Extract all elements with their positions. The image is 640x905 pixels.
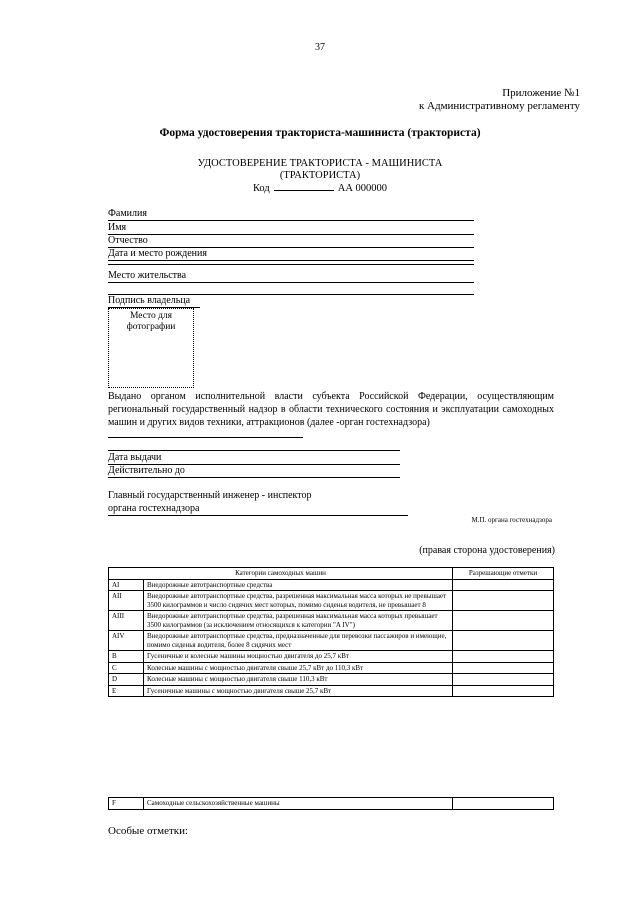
issue-date-field <box>108 452 400 465</box>
marks-cell <box>453 651 554 663</box>
certificate-code <box>0 182 640 195</box>
residence-field <box>108 270 474 283</box>
table-row <box>109 591 554 611</box>
marks-cell <box>453 631 554 651</box>
category-code: AI <box>109 579 144 591</box>
marks-cell <box>453 674 554 686</box>
category-desc: Внедорожные автотранспортные средства <box>144 579 453 591</box>
table-header-row <box>109 568 554 580</box>
table-row <box>109 651 554 663</box>
surname-label: Фамилия <box>108 208 147 219</box>
issued-by-line <box>108 429 303 438</box>
valid-until-field <box>108 465 400 478</box>
name-label: Имя <box>108 222 127 233</box>
table-row <box>109 611 554 631</box>
appendix-line-2: к Административному регламенту <box>418 100 580 112</box>
category-desc: Колесные машины с мощностью двигателя свыше 25,7 кВт до 110,3 кВт <box>144 662 453 674</box>
category-desc: Внедорожные автотранспортные средства, разрешенная максимальная масса которых превышает 3500 килограммов (за исключением относящихся к категории "A IV") <box>144 611 453 631</box>
appendix-caption <box>419 87 580 113</box>
code-blank <box>274 182 334 191</box>
side-label: (правая сторона удостоверения) <box>419 545 555 556</box>
category-code: AIV <box>109 631 144 651</box>
stamp-label: М.П. органа гостехнадзора <box>471 516 552 524</box>
birth-field <box>108 248 474 261</box>
patronymic-field <box>108 235 474 248</box>
code-label: Код <box>252 183 270 194</box>
category-code: E <box>109 685 144 697</box>
table-row <box>109 579 554 591</box>
marks-cell <box>453 591 554 611</box>
category-code: AIII <box>109 611 144 631</box>
category-code: D <box>109 674 144 686</box>
marks-cell <box>453 798 554 810</box>
special-notes-label: Особые отметки: <box>108 825 189 837</box>
marks-cell <box>453 579 554 591</box>
certificate-title-line-2: (ТРАКТОРИСТА) <box>279 170 361 181</box>
birth-label: Дата и место рождения <box>108 248 207 259</box>
appendix-line-1: Приложение №1 <box>502 87 580 99</box>
certificate-title-line-1: УДОСТОВЕРЕНИЕ ТРАКТОРИСТА - МАШИНИСТА <box>197 158 443 169</box>
marks-cell <box>453 611 554 631</box>
category-desc: Колесные машины с мощностью двигателя свыше 110,3 кВт <box>144 674 453 686</box>
header-category: Категории самоходных машин <box>109 568 453 580</box>
certificate-title <box>0 158 640 195</box>
category-code: F <box>109 798 144 810</box>
table-row <box>109 662 554 674</box>
owner-signature-field <box>108 295 200 308</box>
code-value: АА 000000 <box>337 183 388 194</box>
residence-label: Место жительства <box>108 270 187 281</box>
issued-by-paragraph: Выдано органом исполнительной власти субъекта Российской Федерации, осуществляющим региональный государственный надзор в области технического состояния и эксплуатации самоходных машин и других видов техники, аттракционов (далее -орган гостехнадзора) <box>108 391 554 428</box>
valid-until-label: Действительно до <box>108 465 185 476</box>
category-desc: Гусеничные и колесные машины мощностью двигателя до 25,7 кВт <box>144 651 453 663</box>
table-row <box>109 674 554 686</box>
category-code: B <box>109 651 144 663</box>
chief-inspector-line-1: Главный государственный инженер - инспектор <box>108 490 312 501</box>
chief-inspector-line-2 <box>108 503 408 516</box>
category-desc: Гусеничные машины с мощностью двигателя свыше 25,7 кВт <box>144 685 453 697</box>
marks-cell <box>453 685 554 697</box>
owner-signature-label: Подпись владельца <box>108 295 191 306</box>
issued-extra-line <box>108 450 400 451</box>
patronymic-label: Отчество <box>108 235 148 246</box>
issue-date-label: Дата выдачи <box>108 452 162 463</box>
table-row <box>109 685 554 697</box>
category-code: AII <box>109 591 144 611</box>
categories-table <box>108 567 554 697</box>
category-code: C <box>109 662 144 674</box>
surname-field <box>108 208 474 221</box>
category-desc: Самоходные сельскохозяйственные машины <box>144 798 453 810</box>
table-row <box>109 631 554 651</box>
name-field <box>108 222 474 235</box>
issued-by-text <box>108 390 554 438</box>
table-row <box>109 798 554 810</box>
chief-inspector-label-2: органа гостехнадзора <box>108 503 200 514</box>
category-desc: Внедорожные автотранспортные средства, предназначенные для перевозки пассажиров и имеющие, помимо сиденья водителя, более 8 сидячих мест <box>144 631 453 651</box>
birth-extra-line <box>108 264 474 265</box>
extra-category-table <box>108 797 554 810</box>
header-marks: Разрешающие отметки <box>453 568 554 580</box>
page-number: 37 <box>315 42 325 53</box>
photo-placeholder: Место для фотографии <box>108 308 194 388</box>
form-title: Форма удостоверения тракториста-машиниста (тракториста) <box>159 127 481 139</box>
category-desc: Внедорожные автотранспортные средства, разрешенная максимальная масса которых не превышает 3500 килограммов и число сидячих мест которых, помимо сиденья водителя, не превышает 8 <box>144 591 453 611</box>
marks-cell <box>453 662 554 674</box>
